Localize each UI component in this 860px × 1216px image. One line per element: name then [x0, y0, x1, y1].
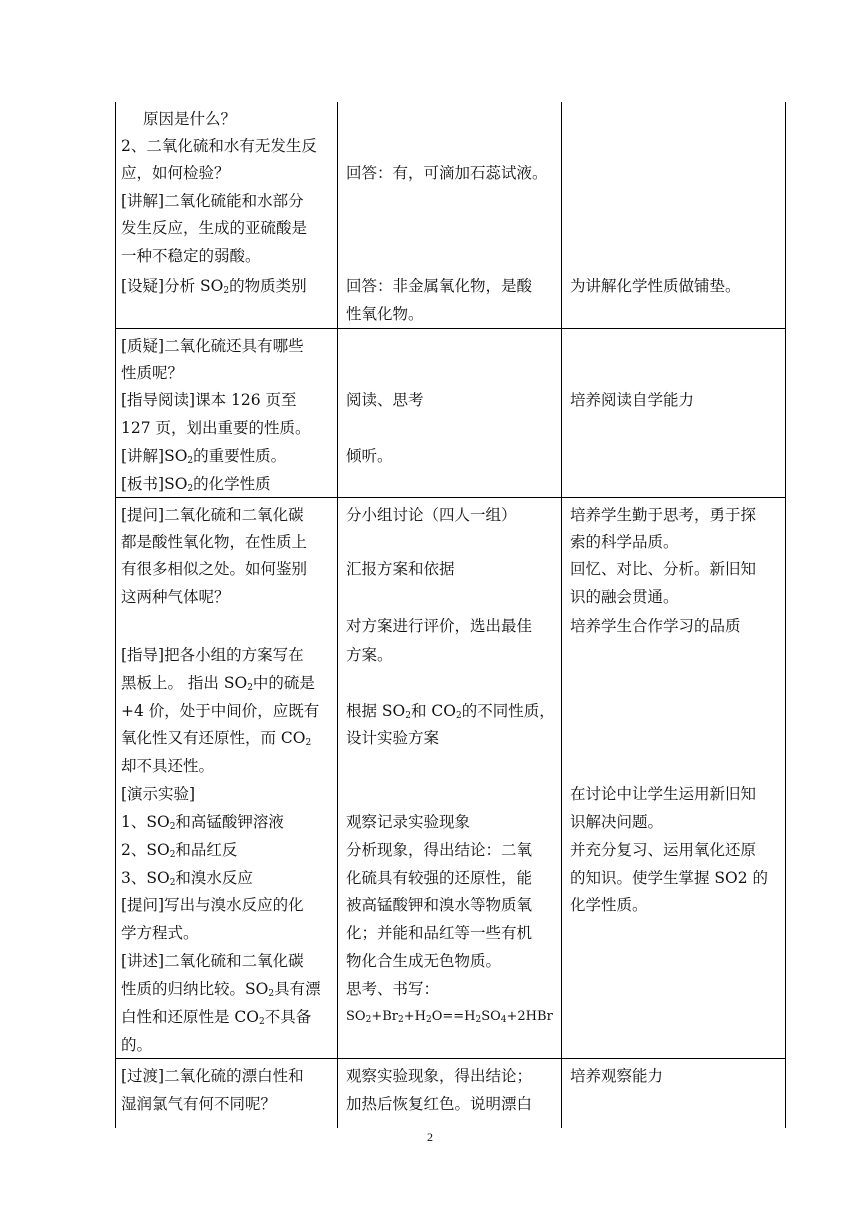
cell-text-r3-col1-1: [提问]二氧化硫和二氧化碳	[121, 506, 304, 524]
cell-text-r3-col2-13: 思考、书写：	[346, 980, 440, 998]
page-number: 2	[427, 1130, 433, 1144]
cell-text-r3-col3-9: 的知识。使学生掌握 SO2 的	[570, 869, 769, 887]
cell-text-r3-col2-7: 观察记录实验现象	[346, 813, 471, 831]
cell-text-r3-col1-11: 1、$SO_2$和高锰酸钾溶液	[121, 813, 284, 832]
column-divider-2	[561, 102, 562, 1128]
cell-text-r3-col1-18: 白性和还原性是 $CO_2$不具备	[121, 1008, 312, 1027]
cell-text-r3-col2-1: 分小组讨论（四人一组）	[346, 506, 517, 524]
cell-text-r1-col1-1: 原因是什么？	[143, 110, 237, 128]
cell-text-r3-col3-5: 培养学生合作学习的品质	[570, 617, 741, 635]
cell-text-r4-col3-1: 培养观察能力	[570, 1067, 664, 1085]
cell-text-r2-col1-5: [讲解]$SO_2$的重要性质。	[121, 447, 287, 466]
cell-text-r3-col3-6: 在讨论中让学生运用新旧知	[570, 785, 757, 803]
cell-text-r3-col2-5: 根据 $SO_2$和 $CO_2$的不同性质，	[346, 702, 555, 721]
cell-text-r3-col3-1: 培养学生勤于思考，勇于探	[570, 506, 757, 524]
cell-text-r3-col1-3: 有很多相似之处。如何鉴别	[121, 560, 308, 578]
cell-text-r1-col2-1: 回答：有，可滴加石蕊试液。	[346, 164, 548, 182]
row-divider-3	[115, 1058, 786, 1059]
cell-text-r3-col1-13: 3、$SO_2$和溴水反应	[121, 869, 253, 888]
cell-text-r3-col2-9: 化硫具有较强的还原性，能	[346, 869, 533, 887]
cell-text-r3-col1-17: 性质的归纳比较。$SO_2$具有漂	[121, 980, 321, 999]
cell-text-r3-col2-4: 方案。	[346, 646, 393, 664]
cell-text-r2-col1-2: 性质呢？	[121, 364, 184, 382]
table-border-left	[115, 102, 116, 1128]
cell-text-r3-col1-15: 学方程式。	[121, 924, 199, 942]
cell-text-r3-col1-4: 这两种气体呢？	[121, 588, 230, 606]
cell-text-r2-col2-1: 阅读、思考	[346, 391, 424, 409]
lesson-plan-table	[115, 102, 786, 1128]
cell-text-r3-col2-3: 对方案进行评价，选出最佳	[346, 617, 533, 635]
cell-text-r3-col2-2: 汇报方案和依据	[346, 560, 455, 578]
cell-text-r2-col1-6: [板书]$SO_2$的化学性质	[121, 475, 271, 494]
cell-text-r3-col1-7: +4 价，处于中间价，应既有	[121, 702, 320, 720]
cell-text-r3-col1-14: [提问]写出与溴水反应的化	[121, 896, 304, 914]
cell-text-r2-col1-4: 127 页，划出重要的性质。	[121, 419, 311, 437]
cell-text-r3-col1-16: [讲述]二氧化硫和二氧化碳	[121, 952, 304, 970]
cell-text-r3-col1-9: 却不具还性。	[121, 757, 215, 775]
cell-text-r1-col2-2: 回答：非金属氧化物，是酸	[346, 277, 533, 295]
cell-text-r3-col3-10: 化学性质。	[570, 896, 648, 914]
cell-text-r3-col3-3: 回忆、对比、分析。新旧知	[570, 560, 757, 578]
cell-text-r2-col1-1: [质疑]二氧化硫还具有哪些	[121, 337, 304, 355]
cell-text-r3-col1-5: [指导]把各小组的方案写在	[121, 646, 304, 664]
cell-text-r3-col2-10: 被高锰酸钾和溴水等物质氧	[346, 896, 533, 914]
cell-text-r2-col1-3: [指导阅读]课本 126 页至	[121, 391, 297, 409]
cell-text-r3-col1-8: 氧化性又有还原性，而 $CO_2$	[121, 729, 312, 748]
cell-text-r1-col1-3: 应，如何检验？	[121, 164, 230, 182]
cell-text-r3-col2-11: 化；并能和品红等一些有机	[346, 924, 533, 942]
row-divider-1	[115, 328, 786, 329]
cell-text-r3-col2-14: $SO_2+Br_2+H_2O==H_2SO_4+2HBr$	[346, 1009, 553, 1025]
cell-text-r3-col2-6: 设计实验方案	[346, 729, 440, 747]
cell-text-r3-col1-2: 都是酸性氧化物，在性质上	[121, 533, 308, 551]
cell-text-r3-col2-12: 物化合生成无色物质。	[346, 952, 502, 970]
cell-text-r3-col1-10: [演示实验]	[121, 785, 196, 803]
row-divider-2	[115, 497, 786, 498]
cell-text-r3-col1-6: 黑板上。 指出 $SO_2$中的硫是	[121, 674, 315, 693]
cell-text-r3-col1-12: 2、$SO_2$和品红反	[121, 841, 238, 860]
cell-text-r4-col1-1: [过渡]二氧化硫的漂白性和	[121, 1067, 304, 1085]
cell-text-r3-col1-19: 的。	[121, 1036, 153, 1054]
cell-text-r1-col3-1: 为讲解化学性质做铺垫。	[570, 277, 741, 295]
cell-text-r4-col2-2: 加热后恢复红色。说明漂白	[346, 1095, 533, 1113]
column-divider-1	[337, 102, 338, 1128]
cell-text-r3-col3-7: 识解决问题。	[570, 813, 664, 831]
cell-text-r1-col1-7: [设疑]分析 $SO_2$的物质类别	[121, 277, 307, 296]
cell-text-r4-col1-2: 湿润氯气有何不同呢？	[121, 1095, 277, 1113]
cell-text-r3-col3-4: 识的融会贯通。	[570, 588, 679, 606]
cell-text-r3-col3-8: 并充分复习、运用氧化还原	[570, 841, 757, 859]
cell-text-r1-col1-2: 2、二氧化硫和水有无发生反	[121, 137, 317, 155]
cell-text-r2-col2-2: 倾听。	[346, 447, 393, 465]
cell-text-r4-col2-1: 观察实验现象，得出结论；	[346, 1067, 533, 1085]
cell-text-r1-col1-4: [讲解]二氧化硫能和水部分	[121, 192, 304, 210]
cell-text-r3-col2-8: 分析现象，得出结论：二氧	[346, 841, 533, 859]
cell-text-r2-col3-1: 培养阅读自学能力	[570, 391, 695, 409]
cell-text-r1-col1-5: 发生反应，生成的亚硫酸是	[121, 219, 308, 237]
table-border-right	[785, 102, 786, 1128]
cell-text-r3-col3-2: 索的科学品质。	[570, 533, 679, 551]
cell-text-r1-col1-6: 一种不稳定的弱酸。	[121, 247, 261, 265]
cell-text-r1-col2-3: 性氧化物。	[346, 305, 424, 323]
